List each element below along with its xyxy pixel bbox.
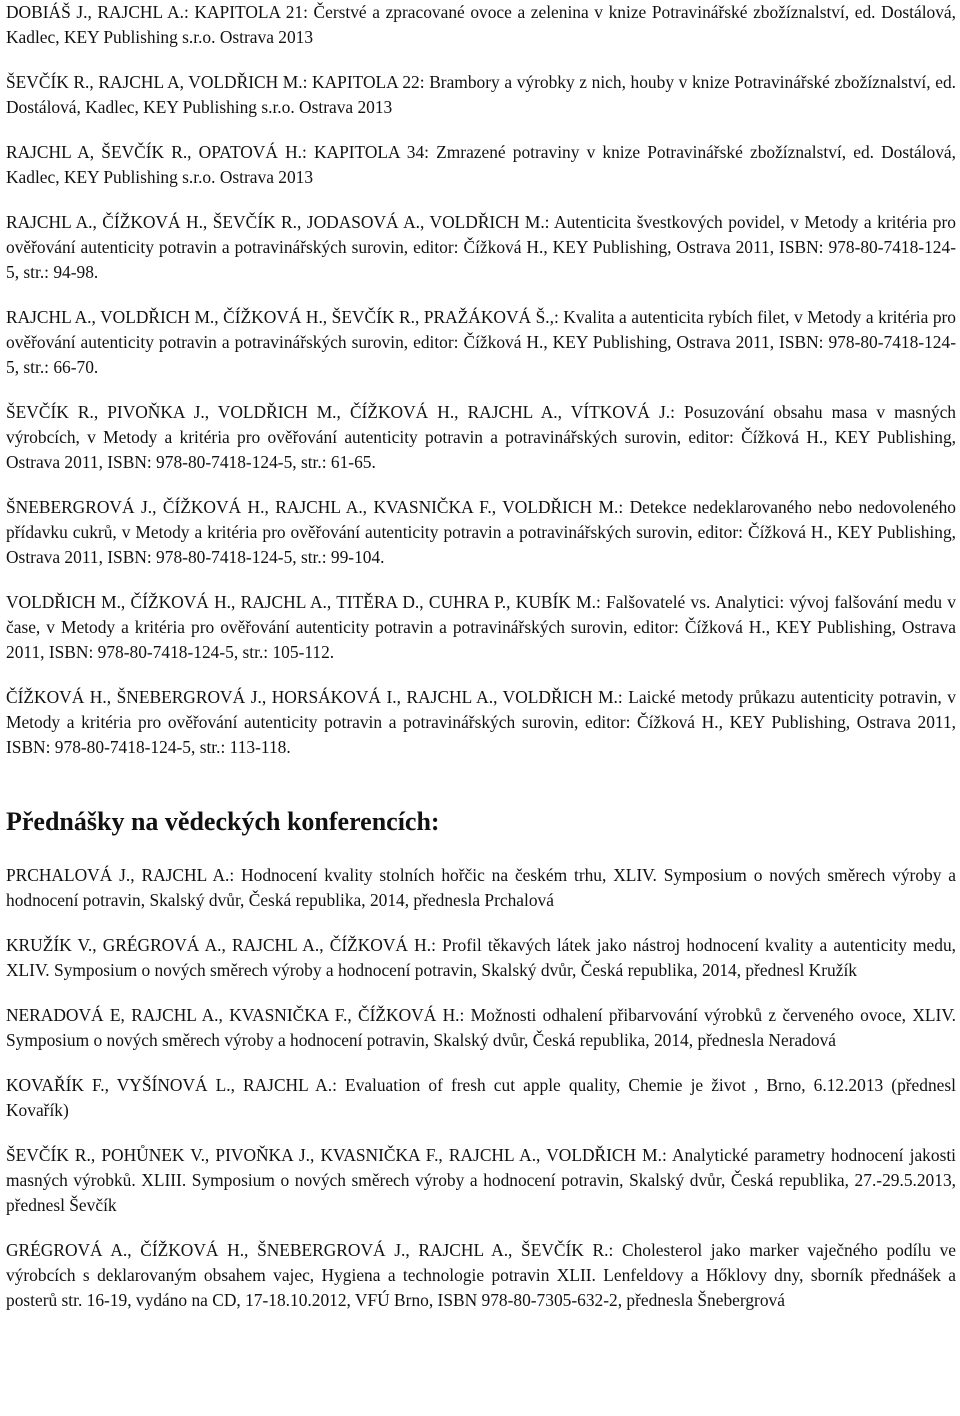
publication-entry: ČÍŽKOVÁ H., ŠNEBERGROVÁ J., HORSÁKOVÁ I., RAJCHL A., VOLDŘICH M.: Laické metody průkazu autenticity potravin, v Metody a kritéria pro ověřování autenticity potravin a potravinářských surovin, editor: Čížková H., KEY Publishing, Ostrava 2011, ISBN: 978-80-7418-124-5, str.: 113-118. <box>6 687 956 757</box>
document-page <box>6 0 956 1333</box>
publication-entry: ŠEVČÍK R., PIVOŇKA J., VOLDŘICH M., ČÍŽKOVÁ H., RAJCHL A., VÍTKOVÁ J.: Posuzování obsahu masa v masných výrobcích, v Metody a kritéria pro ověřování autenticity potravin a potravinářských surovin, editor: Čížková H., KEY Publishing, Ostrava 2011, ISBN: 978-80-7418-124-5, str.: 61-65. <box>6 402 956 472</box>
publication-entry: ŠEVČÍK R., RAJCHL A, VOLDŘICH M.: KAPITOLA 22: Brambory a výrobky z nich, houby v knize Potravinářské zbožíznalství, ed. Dostálová, Kadlec, KEY Publishing s.r.o. Ostrava 2013 <box>6 72 956 117</box>
conference-list <box>6 863 956 1313</box>
conference-entry: GRÉGROVÁ A., ČÍŽKOVÁ H., ŠNEBERGROVÁ J., RAJCHL A., ŠEVČÍK R.: Cholesterol jako marker vaječného podílu ve výrobcích s deklarovaným obsahem vajec, Hygiena a technologie potravin XLII. Lenfeldovy a Hőklovy dny, sborník přednášek a posterů str. 16-19, vydáno na CD, 17-18.10.2012, VFÚ Brno, ISBN 978-80-7305-632-2, přednesla Šnebergrová <box>6 1240 956 1310</box>
conference-entry: KRUŽÍK V., GRÉGROVÁ A., RAJCHL A., ČÍŽKOVÁ H.: Profil těkavých látek jako nástroj hodnocení kvality a autenticity medu, XLIV. Symposium o nových směrech výroby a hodnocení potravin, Skalský dvůr, Česká republika, 2014, přednesl Kružík <box>6 935 956 980</box>
publication-entry: VOLDŘICH M., ČÍŽKOVÁ H., RAJCHL A., TITĚRA D., CUHRA P., KUBÍK M.: Falšovatelé vs. Analytici: vývoj falšování medu v čase, v Metody a kritéria pro ověřování autenticity potravin a potravinářských surovin, editor: Čížková H., KEY Publishing, Ostrava 2011, ISBN: 978-80-7418-124-5, str.: 105-112. <box>6 592 956 662</box>
conference-entry: ŠEVČÍK R., POHŮNEK V., PIVOŇKA J., KVASNIČKA F., RAJCHL A., VOLDŘICH M.: Analytické parametry hodnocení jakosti masných výrobků. XLIII. Symposium o nových směrech výroby a hodnocení potravin, Skalský dvůr, Česká republika, 27.-29.5.2013, přednesl Ševčík <box>6 1145 956 1215</box>
conference-entry: NERADOVÁ E, RAJCHL A., KVASNIČKA F., ČÍŽKOVÁ H.: Možnosti odhalení přibarvování výrobků z červeného ovoce, XLIV. Symposium o nových směrech výroby a hodnocení potravin, Skalský dvůr, Česká republika, 2014, přednesla Neradová <box>6 1005 956 1050</box>
publication-entry: RAJCHL A, ŠEVČÍK R., OPATOVÁ H.: KAPITOLA 34: Zmrazené potraviny v knize Potravinářské zbožíznalství, ed. Dostálová, Kadlec, KEY Publishing s.r.o. Ostrava 2013 <box>6 142 956 187</box>
conference-entry: PRCHALOVÁ J., RAJCHL A.: Hodnocení kvality stolních hořčic na českém trhu, XLIV. Symposium o nových směrech výroby a hodnocení potravin, Skalský dvůr, Česká republika, 2014, přednesla Prchalová <box>6 865 956 910</box>
section-heading: Přednášky na vědeckých konferencích: <box>6 807 440 836</box>
publication-entry: ŠNEBERGROVÁ J., ČÍŽKOVÁ H., RAJCHL A., KVASNIČKA F., VOLDŘICH M.: Detekce nedeklarovaného nebo nedovoleného přídavku cukrů, v Metody a kritéria pro ověřování autenticity potravin a potravinářských surovin, editor: Čížková H., KEY Publishing, Ostrava 2011, ISBN: 978-80-7418-124-5, str.: 99-104. <box>6 497 956 567</box>
conference-entry: KOVAŘÍK F., VYŠÍNOVÁ L., RAJCHL A.: Evaluation of fresh cut apple quality, Chemie je život , Brno, 6.12.2013 (přednesl Kovařík) <box>6 1075 956 1120</box>
publication-entry: RAJCHL A., VOLDŘICH M., ČÍŽKOVÁ H., ŠEVČÍK R., PRAŽÁKOVÁ Š.,: Kvalita a autenticita rybích filet, v Metody a kritéria pro ověřování autenticity potravin a potravinářských surovin, editor: Čížková H., KEY Publishing, Ostrava 2011, ISBN: 978-80-7418-124-5, str.: 66-70. <box>6 307 956 377</box>
publication-entry: DOBIÁŠ J., RAJCHL A.: KAPITOLA 21: Čerstvé a zpracované ovoce a zelenina v knize Potravinářské zbožíznalství, ed. Dostálová, Kadlec, KEY Publishing s.r.o. Ostrava 2013 <box>6 2 956 47</box>
publication-list <box>6 0 956 760</box>
publication-entry: RAJCHL A., ČÍŽKOVÁ H., ŠEVČÍK R., JODASOVÁ A., VOLDŘICH M.: Autenticita švestkových povidel, v Metody a kritéria pro ověřování autenticity potravin a potravinářských surovin, editor: Čížková H., KEY Publishing, Ostrava 2011, ISBN: 978-80-7418-124-5, str.: 94-98. <box>6 212 956 282</box>
